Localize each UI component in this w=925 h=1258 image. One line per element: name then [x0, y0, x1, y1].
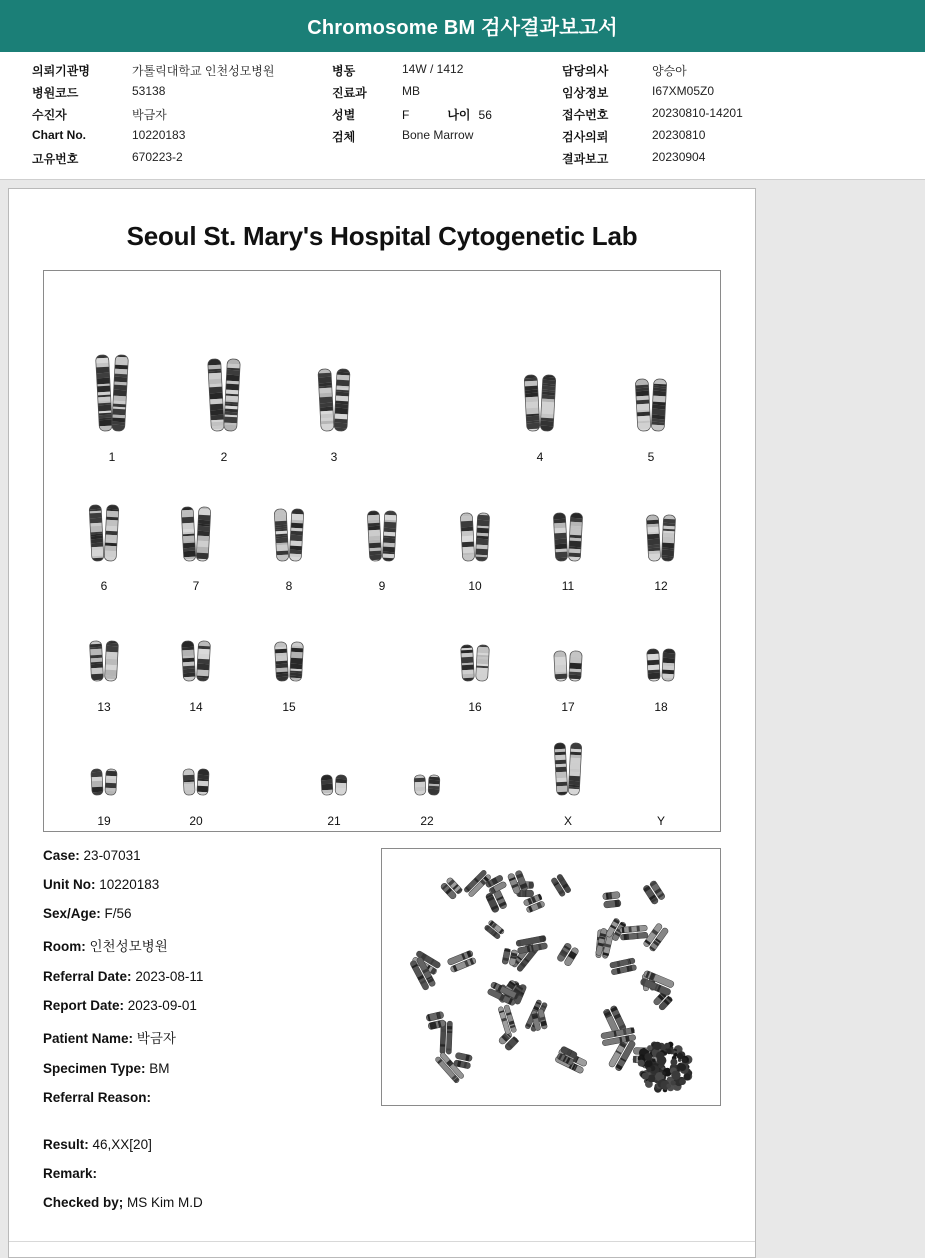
field-sex-age — [43, 906, 363, 921]
field-unit-no — [43, 877, 363, 892]
field-case-value: 23-07031 — [83, 848, 141, 863]
field-patient-name — [43, 1027, 363, 1047]
info-label-department: 진료과 — [332, 86, 367, 100]
info-label-age: 나이 — [447, 108, 471, 122]
info-value-specimen: Bone Marrow — [402, 128, 474, 142]
info-value-clinical-info: I67XM05Z0 — [652, 84, 715, 98]
result-remark — [43, 1166, 721, 1181]
field-unit-no-label: Unit No: — [43, 877, 96, 892]
info-label-hospital-code: 병원코드 — [32, 86, 79, 100]
chromosome-label-2: 2 — [220, 450, 228, 464]
field-specimen-type — [43, 1061, 363, 1076]
info-label-clinical-info: 임상정보 — [562, 86, 609, 100]
chromosome-label-19: 19 — [97, 814, 111, 828]
info-label-order-date: 검사의뢰 — [562, 130, 609, 144]
info-spacer-1 — [332, 150, 402, 167]
field-room-label: Room: — [43, 939, 86, 954]
info-label-accession: 접수번호 — [562, 108, 609, 122]
info-value-unique-no: 670223-2 — [132, 150, 183, 164]
karyogram-panel — [43, 270, 721, 832]
chromosome-label-1: 1 — [108, 450, 116, 464]
field-sex-age-value: F/56 — [104, 906, 132, 921]
lab-title: Seoul St. Mary's Hospital Cytogenetic Lab — [126, 221, 638, 251]
info-spacer-2 — [402, 150, 562, 167]
info-value-ward: 14W / 1412 — [402, 62, 464, 76]
chromosome-label-22: 22 — [420, 814, 434, 828]
info-value-report-date: 20230904 — [652, 150, 706, 164]
metaphase-panel — [381, 848, 721, 1106]
field-patient-name-value: 박금자 — [136, 1031, 176, 1046]
field-referral-date-value: 2023-08-11 — [135, 969, 204, 984]
chromosome-label-5: 5 — [647, 450, 655, 464]
chromosome-label-16: 16 — [468, 700, 482, 714]
checked-by-label: Checked by; — [43, 1195, 124, 1210]
chromosome-label-11: 11 — [561, 579, 575, 593]
info-value-order-date: 20230810 — [652, 128, 706, 142]
chromosome-label-7: 7 — [192, 579, 200, 593]
result-value: 46,XX[20] — [92, 1137, 152, 1152]
metaphase-image — [382, 849, 721, 1105]
info-value-accession: 20230810-14201 — [652, 106, 743, 120]
karyogram-image — [44, 271, 724, 831]
chromosome-label-18: 18 — [654, 700, 668, 714]
info-label-chart-no: Chart No. — [32, 128, 86, 142]
result-section — [43, 1137, 721, 1210]
chromosome-label-6: 6 — [100, 579, 108, 593]
info-label-patient: 수진자 — [32, 108, 67, 122]
chromosome-label-13: 13 — [97, 700, 111, 714]
info-label-doctor: 담당의사 — [562, 64, 609, 78]
chromosome-label-4: 4 — [536, 450, 544, 464]
chromosome-label-14: 14 — [189, 700, 203, 714]
field-report-date-value: 2023-09-01 — [127, 998, 197, 1013]
patient-info-strip — [0, 52, 925, 180]
report-sheet — [8, 188, 756, 1258]
result-checked-by — [43, 1195, 721, 1210]
info-label-specimen: 검체 — [332, 130, 356, 144]
info-value-hospital-code: 53138 — [132, 84, 166, 98]
field-referral-reason-label: Referral Reason: — [43, 1090, 152, 1105]
case-fields — [43, 848, 363, 1119]
field-room-value: 인천성모병원 — [89, 939, 168, 954]
field-specimen-type-value: BM — [149, 1061, 170, 1076]
info-value-doctor: 양승아 — [652, 64, 687, 78]
field-sex-age-label: Sex/Age: — [43, 906, 101, 921]
chromosome-label-10: 10 — [468, 579, 482, 593]
result-label: Result: — [43, 1137, 89, 1152]
chromosome-label-12: 12 — [654, 579, 668, 593]
info-label-institution: 의뢰기관명 — [32, 64, 90, 78]
chromosome-label-20: 20 — [189, 814, 203, 828]
patient-info-grid — [0, 62, 925, 167]
info-value-institution: 가톨릭대학교 인천성모병원 — [132, 64, 275, 78]
info-label-unique-no: 고유번호 — [32, 152, 79, 166]
field-report-date — [43, 998, 363, 1013]
chromosome-label-21: 21 — [327, 814, 341, 828]
field-case-label: Case: — [43, 848, 80, 863]
field-case — [43, 848, 363, 863]
field-referral-date — [43, 969, 363, 984]
field-unit-no-value: 10220183 — [99, 877, 160, 892]
chromosome-label-17: 17 — [561, 700, 575, 714]
field-report-date-label: Report Date: — [43, 998, 125, 1013]
field-room — [43, 935, 363, 955]
page-title: Chromosome BM 검사결과보고서 — [0, 0, 925, 52]
sheet-footer — [9, 1241, 755, 1257]
field-patient-name-label: Patient Name: — [43, 1031, 134, 1046]
info-value-department: MB — [402, 84, 420, 98]
info-label-report-date: 결과보고 — [562, 152, 609, 166]
chromosome-label-15: 15 — [282, 700, 296, 714]
chromosome-label-X: X — [563, 814, 573, 828]
field-referral-reason — [43, 1090, 363, 1105]
chromosome-label-9: 9 — [378, 579, 386, 593]
info-value-sex: F — [402, 108, 410, 122]
info-value-age: 56 — [478, 108, 492, 122]
info-value-sex-age — [402, 106, 562, 123]
checked-by-value: MS Kim M.D — [127, 1195, 203, 1210]
result-karyotype — [43, 1137, 721, 1152]
field-specimen-type-label: Specimen Type: — [43, 1061, 146, 1076]
chromosome-label-8: 8 — [285, 579, 293, 593]
info-label-ward: 병동 — [332, 64, 356, 78]
field-referral-date-label: Referral Date: — [43, 969, 132, 984]
remark-label: Remark: — [43, 1166, 98, 1181]
bottom-section — [43, 848, 721, 1119]
info-value-chart-no: 10220183 — [132, 128, 186, 142]
info-label-sex: 성별 — [332, 108, 356, 122]
info-value-patient: 박금자 — [132, 108, 167, 122]
chromosome-label-Y: Y — [656, 814, 666, 828]
chromosome-label-3: 3 — [330, 450, 338, 464]
